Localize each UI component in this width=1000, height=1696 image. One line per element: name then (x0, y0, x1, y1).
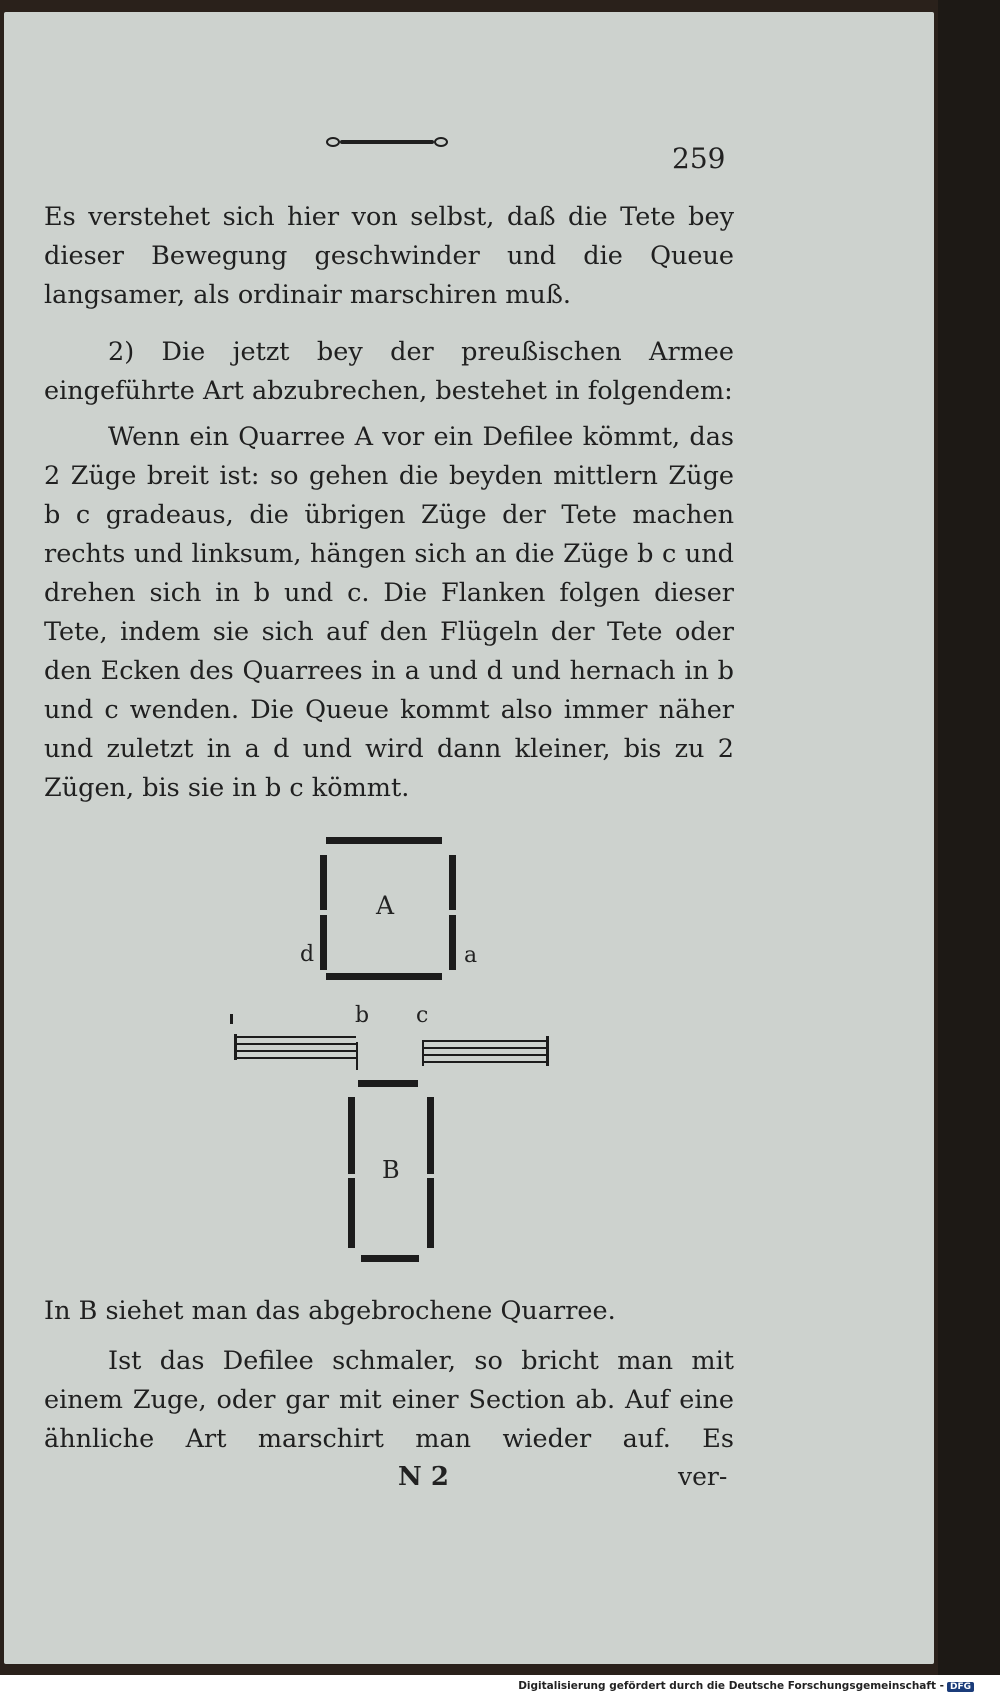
label-c: c (416, 1003, 429, 1028)
dfg-logo: DFG (947, 1682, 974, 1692)
wing-left-line-4 (236, 1057, 356, 1059)
page-number: 259 (672, 142, 726, 175)
wing-right-line-4 (424, 1061, 548, 1063)
quarree-b-left-1 (348, 1097, 355, 1174)
label-b: b (355, 1003, 370, 1028)
wing-left-mark (230, 1014, 233, 1024)
credit-text: Digitalisierung gefördert durch die Deutsche Forschungsgemeinschaft - (518, 1680, 944, 1692)
label-a-upper: A (376, 891, 395, 920)
wing-left-inner (356, 1042, 358, 1070)
paragraph-5: Ist das Defilee schmaler, so bricht man mit einem Zuge, oder gar mit einer Section ab. Auf eine ähnliche Art marschirt man wieder auf. Es (44, 1346, 734, 1454)
quarree-a-left-1 (320, 855, 327, 910)
paragraph-1: Es verstehet sich hier von selbst, daß die Tete bey dieser Bewegung geschwinder und die Queue langsamer, als ordinair marschiren muß. (44, 202, 734, 310)
wing-left-line-3 (236, 1050, 356, 1052)
signature-mark: N 2 (398, 1462, 449, 1492)
paragraph-2: 2) Die jetzt bey der preußischen Armee eingeführte Art abzubrechen, bestehet in folgendem: (44, 337, 734, 406)
paragraph-4: In B siehet man das abgebrochene Quarree. (44, 1296, 616, 1326)
quarree-a-bottom (326, 973, 442, 980)
quarree-b-left-2 (348, 1178, 355, 1248)
quarree-b-right-1 (427, 1097, 434, 1174)
quarree-a-right-2 (449, 915, 456, 970)
label-d: d (300, 942, 315, 967)
wing-right-end (546, 1036, 549, 1066)
quarree-a-left-2 (320, 915, 327, 970)
wing-right-line-1 (424, 1040, 548, 1042)
quarree-b-bottom (361, 1255, 419, 1262)
catchword: ver- (678, 1462, 728, 1491)
wing-right-inner (422, 1040, 424, 1066)
wing-right-line-3 (424, 1054, 548, 1056)
wing-right-line-2 (424, 1047, 548, 1049)
quarree-a-right-1 (449, 855, 456, 910)
digitization-credit (518, 1680, 974, 1692)
wing-left-end (234, 1034, 237, 1060)
label-a-lower: a (464, 943, 478, 968)
quarree-b-top (358, 1080, 418, 1087)
quarree-b-right-2 (427, 1178, 434, 1248)
paragraph-3: Wenn ein Quarree A vor ein Defilee kömmt, das 2 Züge breit ist: so gehen die beyden mittlern Züge b c gradeaus, die übrigen Züge der Tete machen rechts und linksum, hängen sich an die Züge b c und drehen sich in b und c. Die Flanken folgen dieser Tete, indem sie sich auf den Flügeln der Tete oder den Ecken des Quarrees in a und d und hernach in b und c wenden. Die Queue kommt also immer näher und zuletzt in a d und wird dann kleiner, bis zu 2 Zügen, bis sie in b c kömmt. (44, 422, 734, 803)
wing-left-line-2 (236, 1043, 356, 1045)
label-b-upper: B (382, 1156, 400, 1184)
quarree-a-top (326, 837, 442, 844)
wing-left-line-1 (236, 1036, 356, 1038)
